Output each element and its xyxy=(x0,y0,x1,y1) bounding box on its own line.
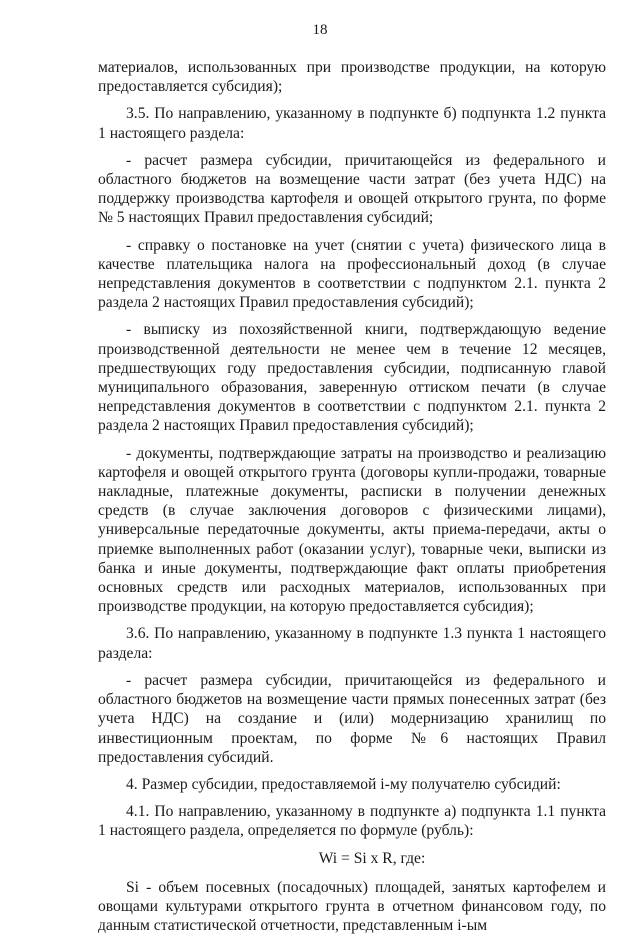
list-item-cost-documents: - документы, подтверждающие затраты на производство и реализацию картофеля и овощей открытого грунта (договоры купли-продажи, товарные накладные, платежные документы, расписки в получении денежных средств (в случае заключения договоров с физическими лицами), универсальные передаточные документы, акты приема-передачи, акты о приемке выполненных работ (оказании услуг), товарные чеки, выписки из банка и иные документы, подтверждающие факт оплаты приобретения основных средств или расходных материалов, использованных при производстве продукции, на которую предоставляется субсидия); xyxy=(98,444,606,616)
list-item-subsidy-calc-form-5: - расчет размера субсидии, причитающейся из федерального и областного бюджетов на возмещение части затрат (без учета НДС) на поддержку производства картофеля и овощей открытого грунта, по форме № 5 настоящих Правил предоставления субсидий; xyxy=(98,151,606,227)
paragraph-4-1: 4.1. По направлению, указанному в подпункте а) подпункта 1.1 пункта 1 настоящего раздела, определяется по формуле (рубль): xyxy=(98,803,606,840)
paragraph-continuation: материалов, использованных при производстве продукции, на которую предоставляется субсидия); xyxy=(98,59,606,96)
formula: Wi = Si x R, где: xyxy=(318,849,426,867)
paragraph-3-5: 3.5. По направлению, указанному в подпункте б) подпункта 1.2 пункта 1 настоящего раздела: xyxy=(98,105,606,142)
paragraph-si-definition: Si - объем посевных (посадочных) площадей, занятых картофелем и овощами культурами открытого грунта в отчетном финансовом году, по данным статистической отчетности, представленным i-ым xyxy=(98,878,606,935)
list-item-household-book-extract: - выписку из похозяйственной книги, подтверждающую ведение производственной деятельности не менее чем в течение 12 месяцев, предшествующих году предоставления субсидии, подписанную главой муниципального образования, заверенную оттиском печати (в случае непредставления документов в соответствии с подпунктом 2.1. пункта 2 раздела 2 настоящих Правил предоставления субсидий); xyxy=(98,321,606,435)
list-item-subsidy-calc-form-6: - расчет размера субсидии, причитающейся из федерального и областного бюджетов на возмещение части прямых понесенных затрат (без учета НДС) на создание и (или) модернизацию хранилищ по инвестиционным проектам, по форме №6 настоящих Правил предоставления субсидий. xyxy=(98,671,606,766)
list-item-tax-registration-certificate: - справку о постановке на учет (снятии с учета) физического лица в качестве плательщика налога на профессиональный доход (в случае непредставления документов в соответствии с подпунктом 2.1. пункта 2 раздела 2 настоящих Правил предоставления субсидий); xyxy=(98,236,606,312)
page-number: 18 xyxy=(312,22,328,38)
paragraph-4: 4. Размер субсидии, предоставляемой i-му получателю субсидий: xyxy=(126,775,561,793)
document-body xyxy=(98,58,606,943)
paragraph-3-6: 3.6. По направлению, указанному в подпункте 1.3 пункта 1 настоящего раздела: xyxy=(98,625,606,662)
